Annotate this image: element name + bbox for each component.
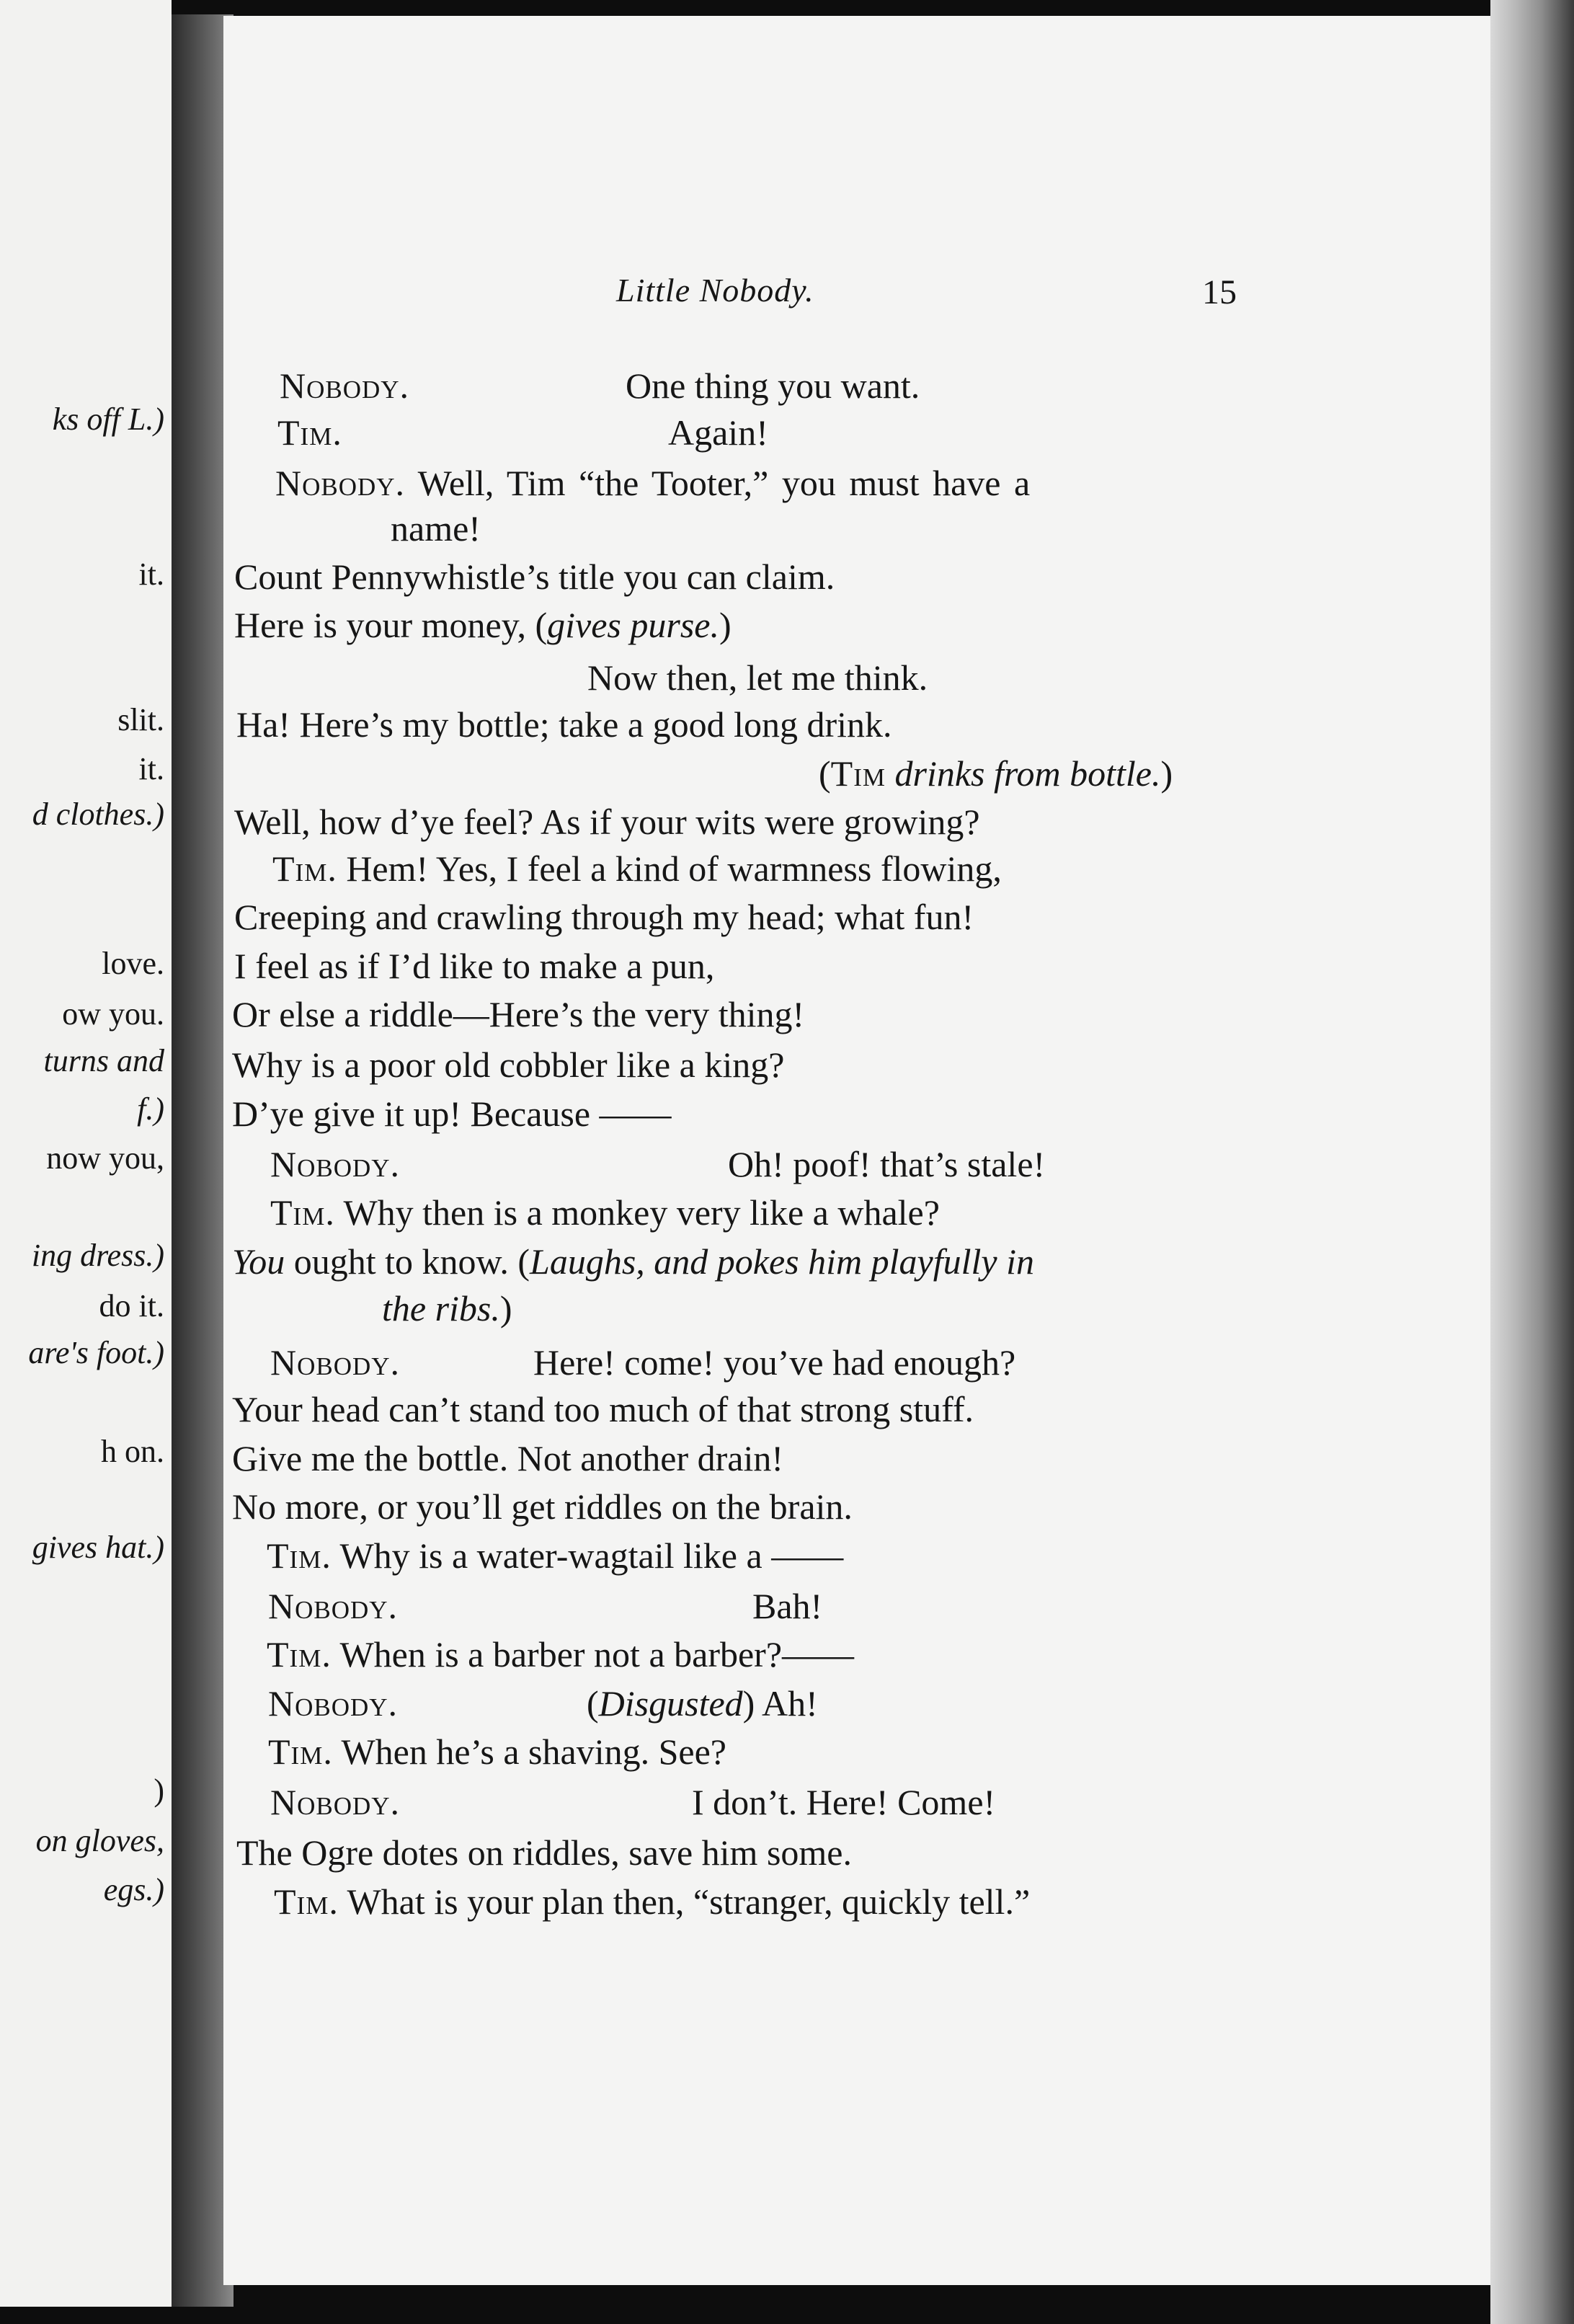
dialogue-line [274,1881,1031,1922]
dialogue-line [819,753,1173,794]
dialogue-line [587,657,928,698]
line-text: Oh! poof! that’s stale! [728,1144,1046,1184]
running-head: Little Nobody. [616,272,814,309]
stage-direction: You [232,1241,285,1282]
left-page-line: ow you. [62,996,164,1032]
line-text: name! [391,508,481,549]
line-text: ought to know. ( [285,1241,530,1282]
speaker-name: Tim. [267,1535,332,1576]
page-edge [1490,0,1574,2324]
speaker-name: Nobody. [270,1144,401,1184]
left-page-line: d clothes.) [32,797,164,832]
dialogue-line [270,1144,1046,1184]
line-text: Or else a riddle—Here’s the very thing! [232,994,805,1034]
dialogue-line [234,607,732,643]
line-text: Again! [668,412,768,453]
line-text: Why then is a monkey very like a whale? [343,1192,940,1233]
dialogue-line [267,1535,844,1576]
dialogue-line [267,1634,855,1675]
line-text: I don’t. Here! Come! [692,1782,996,1822]
dialogue-line [270,1782,996,1822]
left-page-line: ) [154,1773,164,1808]
stage-direction: drinks from bottle. [894,753,1161,794]
dialogue-line [234,899,974,935]
left-page-line: ing dress.) [31,1238,164,1273]
line-text: ) [499,1288,512,1329]
dialogue-line [268,1731,726,1772]
left-page-line: on gloves, [35,1823,164,1858]
line-text: When is a barber not a barber?—— [339,1634,855,1675]
left-page-line: it. [138,556,164,592]
line-text: Your head can’t stand too much of that strong stuff. [232,1389,974,1429]
left-page-line: do it. [99,1288,164,1323]
line-text: ) Ah! [742,1683,818,1724]
line-text: Here is your money, ( [234,605,548,645]
dialogue-line [234,804,980,840]
speaker-name: Tim. [272,848,337,889]
dialogue-line [268,1586,823,1626]
stage-direction: the ribs. [382,1288,500,1329]
line-text: D’ye give it up! Because —— [232,1094,672,1134]
line-text: Here! come! you’ve had enough? [533,1342,1016,1383]
speaker-name: Tim. [274,1881,339,1922]
speaker-name: Nobody. [268,1683,399,1724]
speaker-name: Tim [830,753,886,794]
line-text: Bah! [752,1586,823,1626]
left-page-line: now you, [46,1140,164,1176]
left-page-line: h on. [101,1434,164,1469]
dialogue-line [272,848,1002,889]
page-number: 15 [1202,273,1237,311]
left-page-line: love. [102,946,164,981]
line-text [587,1683,818,1724]
dialogue-line [270,1342,1016,1383]
speaker-name: Tim. [277,412,342,453]
speaker-name: Tim. [267,1634,332,1675]
dialogue-line [236,704,892,745]
left-page-line: ks off L.) [52,402,164,437]
dialogue-line [232,1096,672,1132]
stage-direction: Disgusted [598,1683,743,1724]
dialogue-line [280,365,920,406]
line-text: Why is a water-wagtail like a —— [339,1535,844,1576]
line-text: ( [587,1683,599,1724]
dialogue-line [236,1832,852,1873]
dialogue-line [232,996,804,1032]
speaker-name: Tim. [268,1731,333,1772]
speaker-name: Tim. [270,1192,335,1233]
line-text: ) [1160,753,1173,794]
dialogue-line [391,508,481,549]
left-page-line: gives hat.) [32,1530,164,1565]
dialogue-line [234,556,835,597]
line-text: Give me the bottle. Not another drain! [232,1438,784,1478]
dialogue-line [275,465,1241,501]
line-text: Now then, let me think. [587,657,928,698]
dialogue-line [232,1391,974,1427]
speaker-name: Nobody. [275,463,406,503]
line-text: Creeping and crawling through my head; what fun! [234,897,974,937]
left-page-line: turns and [43,1043,164,1078]
left-page-line: are's foot.) [28,1335,164,1370]
speaker-name: Nobody. [270,1782,401,1822]
line-text: The Ogre dotes on riddles, save him some. [236,1832,852,1873]
dialogue-line [234,948,714,984]
dialogue-line [232,1241,1034,1282]
line-text: ( [819,753,831,794]
line-text: Hem! Yes, I feel a kind of warmness flowing, [346,848,1002,889]
left-page-line: egs.) [103,1872,164,1907]
line-text: Well, Tim “the Tooter,” you must have a [417,463,1031,503]
line-text: When he’s a shaving. See? [341,1731,726,1772]
line-text: Well, how d’ye feel? As if your wits were growing? [234,802,980,842]
line-text: Count Pennywhistle’s title you can claim. [234,556,835,597]
line-text: Ha! Here’s my bottle; take a good long drink. [236,704,892,745]
left-page-line: slit. [117,702,164,737]
dialogue-line [270,1192,940,1233]
line-text: Why is a poor old cobbler like a king? [232,1045,785,1085]
line-text: One thing you want. [626,365,920,406]
dialogue-line [232,1440,783,1476]
dialogue-line [382,1288,512,1329]
line-text: I feel as if I’d like to make a pun, [234,946,715,986]
left-page-fragment [0,0,172,2307]
dialogue-line [232,1486,853,1527]
line-text: No more, or you’ll get riddles on the brain. [232,1486,853,1527]
dialogue-line [268,1683,818,1724]
speaker-name: Nobody. [268,1586,399,1626]
stage-direction: gives purse. [547,605,719,645]
dialogue-line [232,1047,784,1083]
line-text: ) [719,605,732,645]
left-page-line: f.) [137,1091,164,1127]
line-text: What is your plan then, “stranger, quickly tell.” [347,1881,1031,1922]
speaker-name: Nobody. [280,365,410,406]
stage-direction: Laughs, and pokes him playfully in [530,1241,1034,1282]
dialogue-line [277,412,768,453]
speaker-name: Nobody. [270,1342,401,1383]
left-page-line: it. [138,751,164,786]
